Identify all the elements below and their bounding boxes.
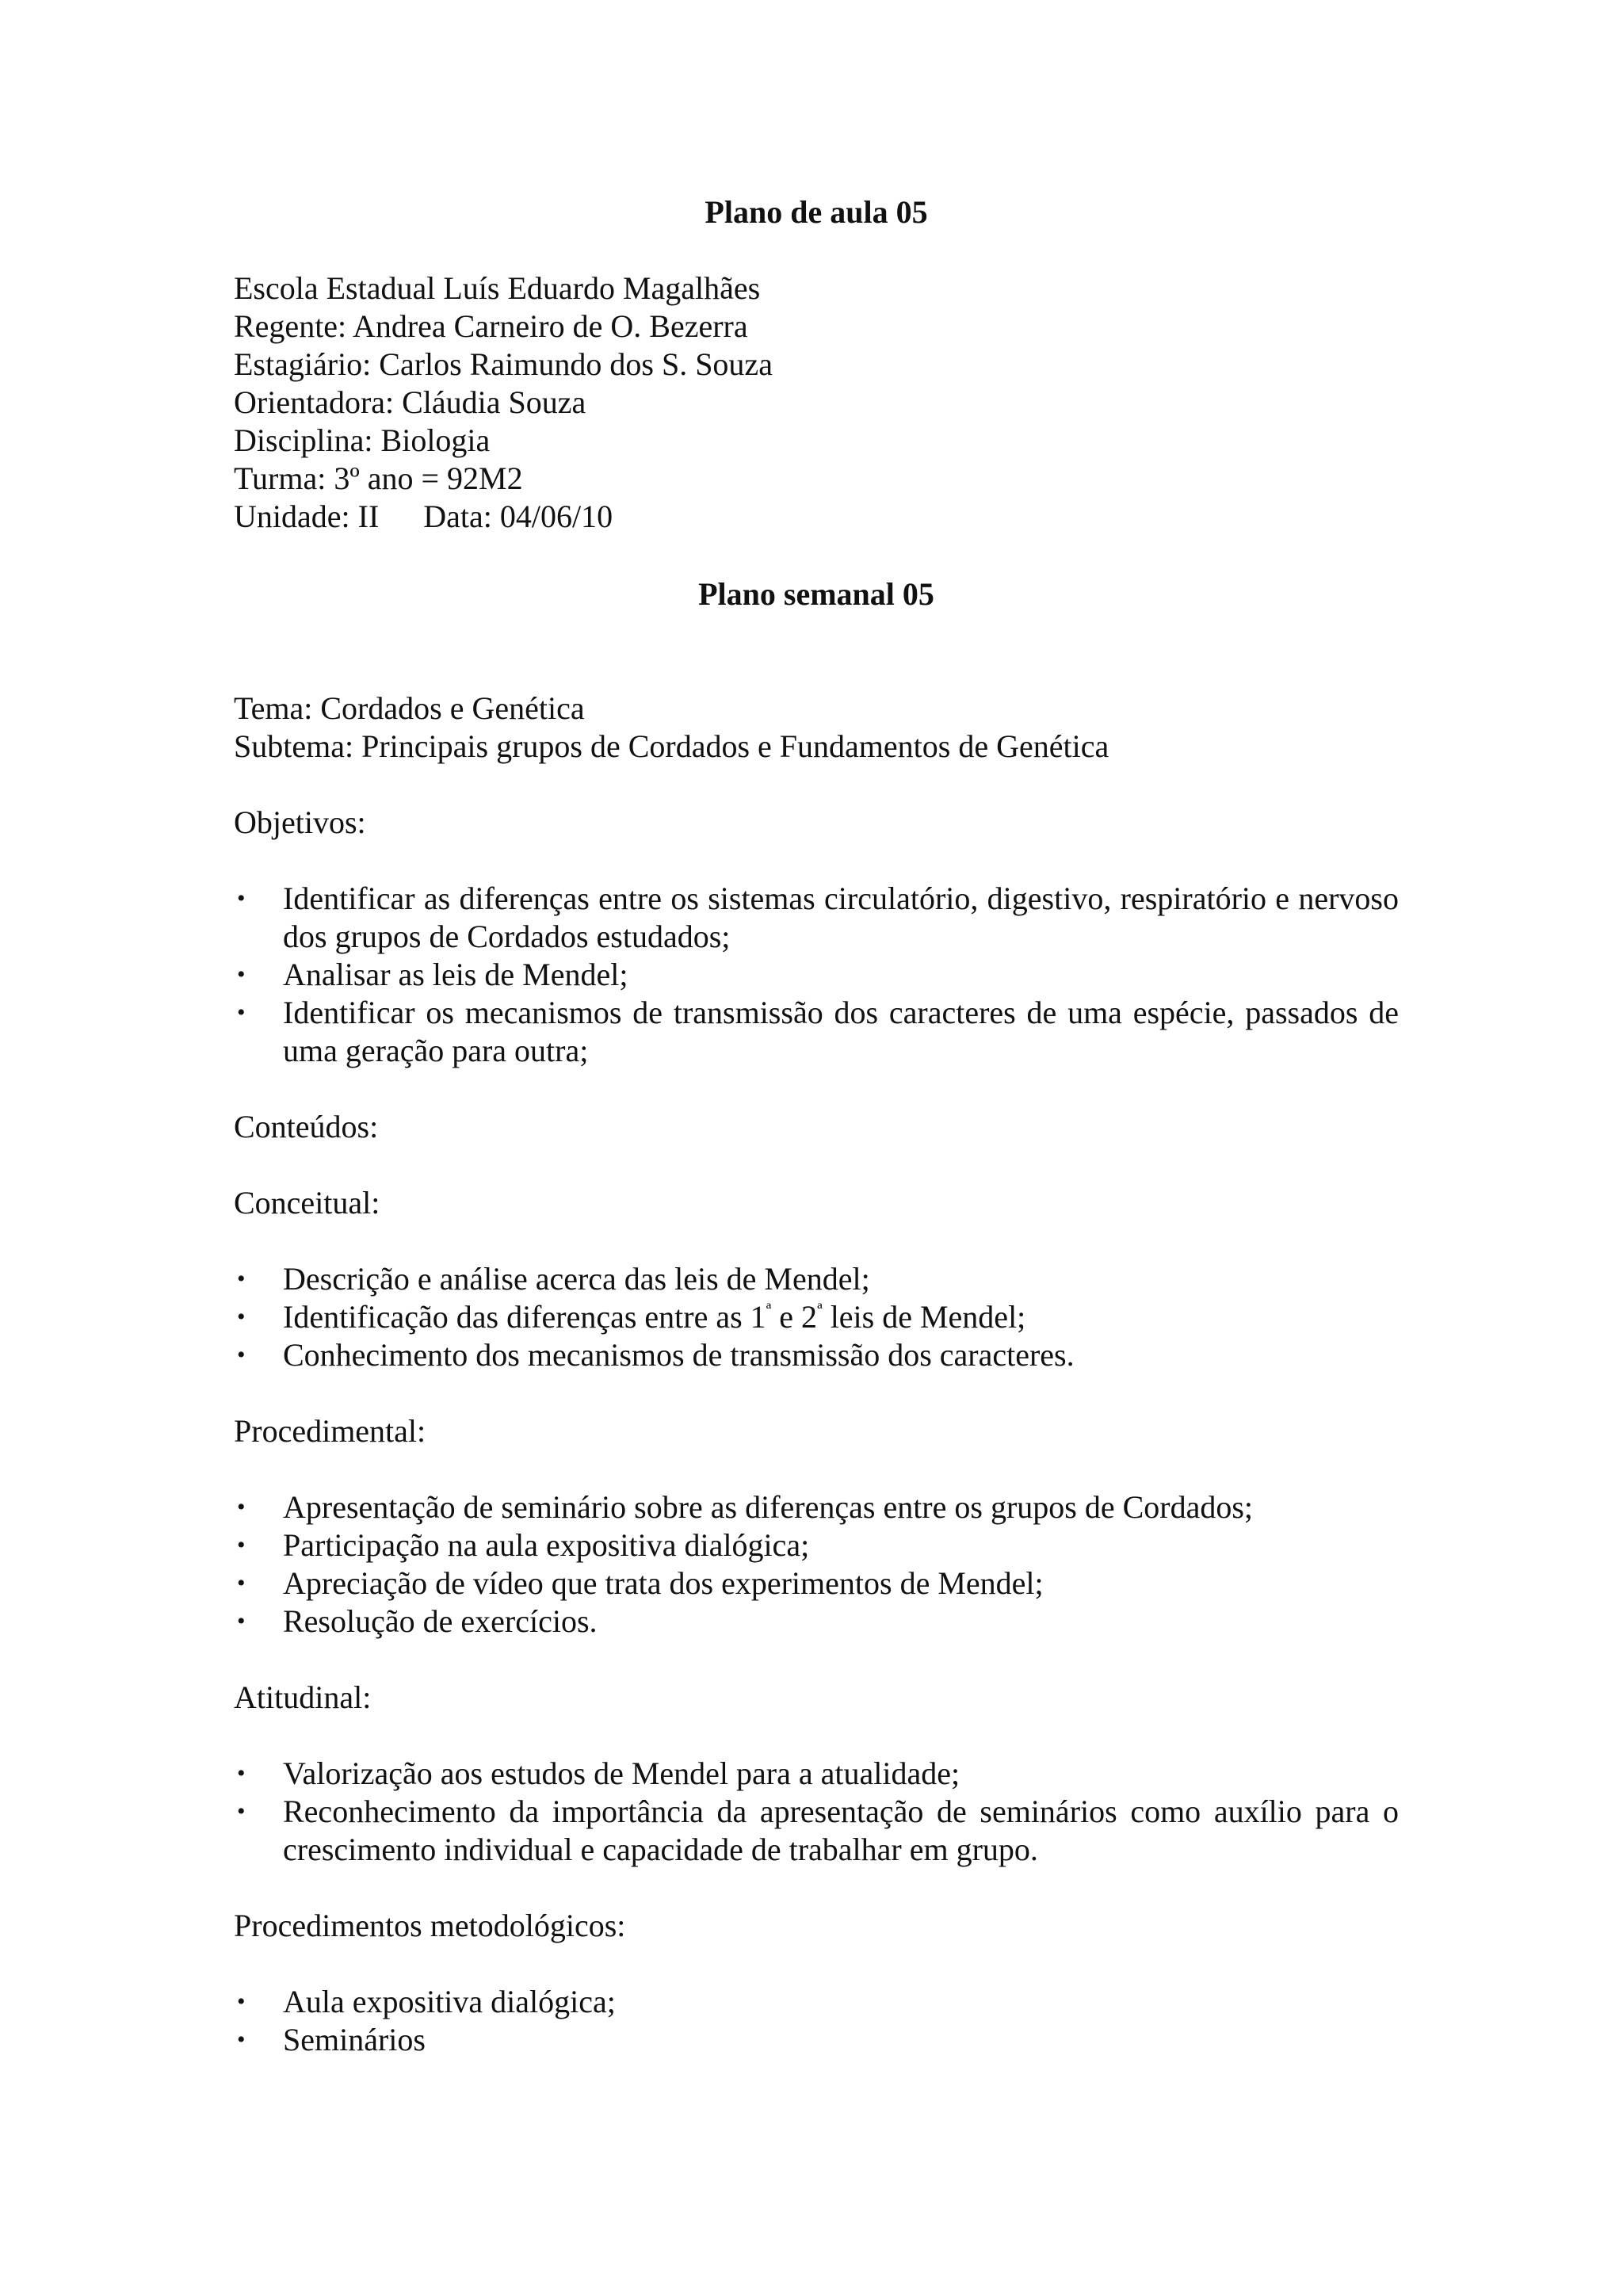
procedimentos-label: Procedimentos metodológicos:: [234, 1908, 626, 1943]
procedimental-list: [234, 1488, 1399, 1641]
atitudinal-label: Atitudinal:: [234, 1679, 372, 1715]
bullet-icon: •: [237, 1570, 246, 1596]
regente-line: Regente: Andrea Carneiro de O. Bezerra: [234, 308, 748, 344]
objetivos-list: [234, 880, 1399, 1070]
list-item: • Analisar as leis de Mendel;: [237, 957, 628, 992]
tema-line: Tema: Cordados e Genética: [234, 690, 585, 726]
bullet-icon: •: [237, 885, 246, 911]
list-item: • Seminários: [237, 2022, 426, 2057]
list-item: • Aula expositiva dialógica;: [237, 1984, 616, 2019]
list-item: • Valorização aos estudos de Mendel para a atualidade;: [237, 1755, 960, 1791]
orientadora-line: Orientadora: Cláudia Souza: [234, 384, 586, 420]
list-item: • Apresentação de seminário sobre as diferenças entre os grupos de Cordados;: [237, 1489, 1254, 1525]
subtema-line: Subtema: Principais grupos de Cordados e Fundamentos de Genética: [234, 728, 1109, 764]
procedimental-label: Procedimental:: [234, 1413, 426, 1449]
turma-line: Turma: 3º ano = 92M2: [234, 460, 523, 496]
list-item: • Participação na aula expositiva dialógica;: [237, 1527, 810, 1563]
bullet-icon: •: [237, 1342, 246, 1368]
list-item: • Reconhecimento da importância da apresentação de seminários como auxílio para o crescimento individual e capacidade de trabalhar em grupo.: [237, 1794, 1399, 1867]
weekly-plan-title: Plano semanal 05: [698, 576, 934, 612]
objetivos-label: Objetivos:: [234, 804, 366, 840]
list-item: • Conhecimento dos mecanismos de transmissão dos caracteres.: [237, 1337, 1075, 1373]
conteudos-label: Conteúdos:: [234, 1109, 379, 1144]
conceitual-label: Conceitual:: [234, 1185, 380, 1221]
bullet-icon: •: [237, 1608, 246, 1634]
bullet-icon: •: [237, 1798, 246, 1824]
unidade-data-line: [234, 498, 1399, 536]
bullet-icon: •: [237, 1304, 246, 1330]
list-item: • Identificar os mecanismos de transmissão dos caracteres de uma espécie, passados de uma geração para outra;: [237, 995, 1399, 1068]
bullet-icon: •: [237, 1760, 246, 1786]
document-title: Plano de aula 05: [705, 194, 928, 230]
list-item: • Identificar as diferenças entre os sistemas circulatório, digestivo, respiratório e nervoso dos grupos de Cordados estudados;: [237, 881, 1399, 954]
list-item: • Apreciação de vídeo que trata dos experimentos de Mendel;: [237, 1565, 1044, 1601]
data-text: Data: 04/06/10: [423, 499, 613, 534]
list-item: • Identificação das diferenças entre as $1^ª$ e $2^ª$ leis de Mendel;: [237, 1299, 1026, 1335]
bullet-icon: •: [237, 961, 246, 988]
list-item: • Resolução de exercícios.: [237, 1603, 598, 1639]
unidade-text: Unidade: II: [234, 499, 380, 534]
procedimentos-list: [234, 1983, 1399, 2059]
conceitual-list: [234, 1260, 1399, 1374]
disciplina-line: Disciplina: Biologia: [234, 422, 491, 458]
atitudinal-list: [234, 1755, 1399, 1869]
bullet-icon: •: [237, 2027, 246, 2053]
school-name: Escola Estadual Luís Eduardo Magalhães: [234, 270, 761, 306]
estagiario-line: Estagiário: Carlos Raimundo dos S. Souza: [234, 346, 773, 382]
bullet-icon: •: [237, 1532, 246, 1558]
bullet-icon: •: [237, 1494, 246, 1520]
bullet-icon: •: [237, 1266, 246, 1292]
list-item: • Descrição e análise acerca das leis de Mendel;: [237, 1261, 870, 1297]
bullet-icon: •: [237, 1988, 246, 2015]
document-content: [234, 193, 1399, 2059]
bullet-icon: •: [237, 999, 246, 1026]
